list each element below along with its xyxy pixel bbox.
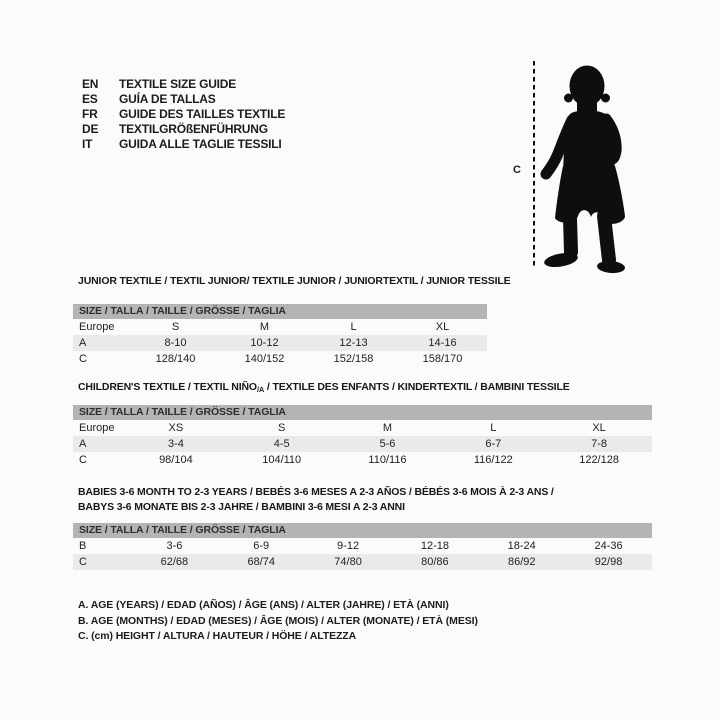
legend-note: A. AGE (YEARS) / EDAD (AÑOS) / ÂGE (ANS) / ALTER (JAHRE) / ETÀ (ANNI) <box>78 599 449 611</box>
size-value: XL <box>592 422 606 434</box>
size-header-bar: SIZE / TALLA / TAILLE / GRÖSSE / TAGLIA <box>73 304 487 319</box>
size-value: 7-8 <box>591 438 608 450</box>
section-babies-textile <box>73 485 652 570</box>
row-label: A <box>79 438 87 450</box>
size-value: 74/80 <box>334 556 362 568</box>
size-value: 18-24 <box>507 540 536 552</box>
table-row <box>73 554 652 570</box>
section-heading <box>73 485 652 515</box>
size-value: L <box>490 422 497 434</box>
size-value: 86/92 <box>507 556 536 568</box>
language-list <box>82 77 285 152</box>
heading-text: CHILDREN'S TEXTILE / TEXTIL NIÑO <box>78 381 257 393</box>
size-value: 14-16 <box>428 337 457 349</box>
size-value: 24-36 <box>594 540 623 552</box>
language-row <box>82 122 285 137</box>
height-measure-label: C <box>513 164 521 176</box>
section-childrens-textile <box>73 380 652 468</box>
size-value: 92/98 <box>594 556 623 568</box>
row-label: B <box>79 540 87 552</box>
size-header-bar: SIZE / TALLA / TAILLE / GRÖSSE / TAGLIA <box>73 523 652 538</box>
size-value: 6-9 <box>253 540 270 552</box>
size-value: 8-10 <box>164 337 187 349</box>
section-heading-line <box>78 274 511 289</box>
size-value: 80/86 <box>421 556 449 568</box>
size-value: 116/122 <box>473 454 513 466</box>
size-value: 104/110 <box>262 454 302 466</box>
section-heading-line <box>78 485 652 500</box>
size-value: XL <box>435 321 450 333</box>
size-value: XS <box>168 422 184 434</box>
heading-text: BABIES 3-6 MONTH TO 2-3 YEARS / BEBÉS 3-6 MESES A 2-3 AÑOS / BÉBÉS 3-6 MOIS À 2-3 ANS / <box>78 486 554 498</box>
size-value: 110/116 <box>368 454 407 466</box>
size-value: S <box>171 321 180 333</box>
language-code: IT <box>82 137 93 151</box>
size-value: M <box>382 422 393 434</box>
size-value: 152/158 <box>333 353 374 365</box>
row-label: Europe <box>79 321 115 333</box>
language-code: EN <box>82 77 99 91</box>
size-value: L <box>350 321 357 333</box>
language-code: FR <box>82 107 98 121</box>
size-value: 9-12 <box>337 540 360 552</box>
heading-text: / TEXTILE DES ENFANTS / KINDERTEXTIL / BAMBINI TESSILE <box>264 381 570 393</box>
row-label: C <box>79 353 87 365</box>
table-row <box>73 452 652 468</box>
language-label: GUIDE DES TAILLES TEXTILE <box>119 107 286 121</box>
size-value: 3-4 <box>167 438 184 450</box>
language-label: GUÍA DE TALLAS <box>119 92 216 106</box>
legend-note: B. AGE (MONTHS) / EDAD (MESES) / ÂGE (MOIS) / ALTER (MONATE) / ETÀ (MESI) <box>78 614 478 627</box>
language-row <box>82 92 285 107</box>
size-value: 122/128 <box>579 454 619 466</box>
language-row <box>82 107 285 122</box>
size-value: 98/104 <box>159 454 193 466</box>
table-row <box>73 420 652 436</box>
table-row <box>73 335 487 351</box>
size-value: 6-7 <box>485 438 502 450</box>
legend-notes <box>78 598 478 645</box>
table-row <box>73 436 652 452</box>
table-row <box>73 351 487 367</box>
size-value: 10-12 <box>250 337 279 349</box>
language-code: ES <box>82 92 98 106</box>
size-value: 3-6 <box>166 540 183 552</box>
language-label: GUIDA ALLE TAGLIE TESSILI <box>119 137 282 151</box>
size-table <box>73 538 652 570</box>
size-value: S <box>278 422 286 434</box>
language-label: TEXTILE SIZE GUIDE <box>119 77 237 91</box>
heading-text: JUNIOR TEXTILE / TEXTIL JUNIOR/ TEXTILE JUNIOR / JUNIORTEXTIL / JUNIOR TESSILE <box>78 275 511 287</box>
size-value: 68/74 <box>247 556 275 568</box>
table-row <box>73 538 652 554</box>
section-heading <box>73 380 652 395</box>
size-value: 62/68 <box>160 556 189 568</box>
legend-note: C. (cm) HEIGHT / ALTURA / HAUTEUR / HÖHE / ALTEZZA <box>78 630 357 642</box>
size-table <box>73 319 487 367</box>
section-heading <box>73 274 511 289</box>
section-heading-line <box>78 380 652 395</box>
row-label: Europe <box>79 422 115 434</box>
language-label: TEXTILGRÖßENFÜHRUNG <box>119 122 268 136</box>
table-row <box>73 319 487 335</box>
heading-text: BABYS 3-6 MONATE BIS 2-3 JAHRE / BAMBINI 3-6 MESI A 2-3 ANNI <box>78 501 405 513</box>
size-value: 5-6 <box>379 438 396 450</box>
toddler-figure <box>505 55 665 275</box>
size-value: 4-5 <box>273 438 290 450</box>
toddler-silhouette-shape <box>543 66 625 274</box>
heading-subscript: /A <box>256 385 265 394</box>
row-label: C <box>79 454 87 466</box>
row-label: A <box>79 337 87 349</box>
size-table <box>73 420 652 468</box>
size-value: M <box>259 321 270 333</box>
language-row <box>82 77 285 92</box>
toddler-silhouette-icon <box>505 55 665 275</box>
size-value: 128/140 <box>155 353 196 365</box>
size-value: 12-13 <box>339 337 368 349</box>
size-value: 12-18 <box>420 540 449 552</box>
section-junior-textile <box>73 274 511 367</box>
size-value: 140/152 <box>244 353 285 365</box>
size-value: 158/170 <box>422 353 463 365</box>
language-code: DE <box>82 122 99 136</box>
size-header-bar: SIZE / TALLA / TAILLE / GRÖSSE / TAGLIA <box>73 405 652 420</box>
row-label: C <box>79 556 87 568</box>
section-heading-line <box>78 500 652 515</box>
language-row <box>82 137 285 152</box>
